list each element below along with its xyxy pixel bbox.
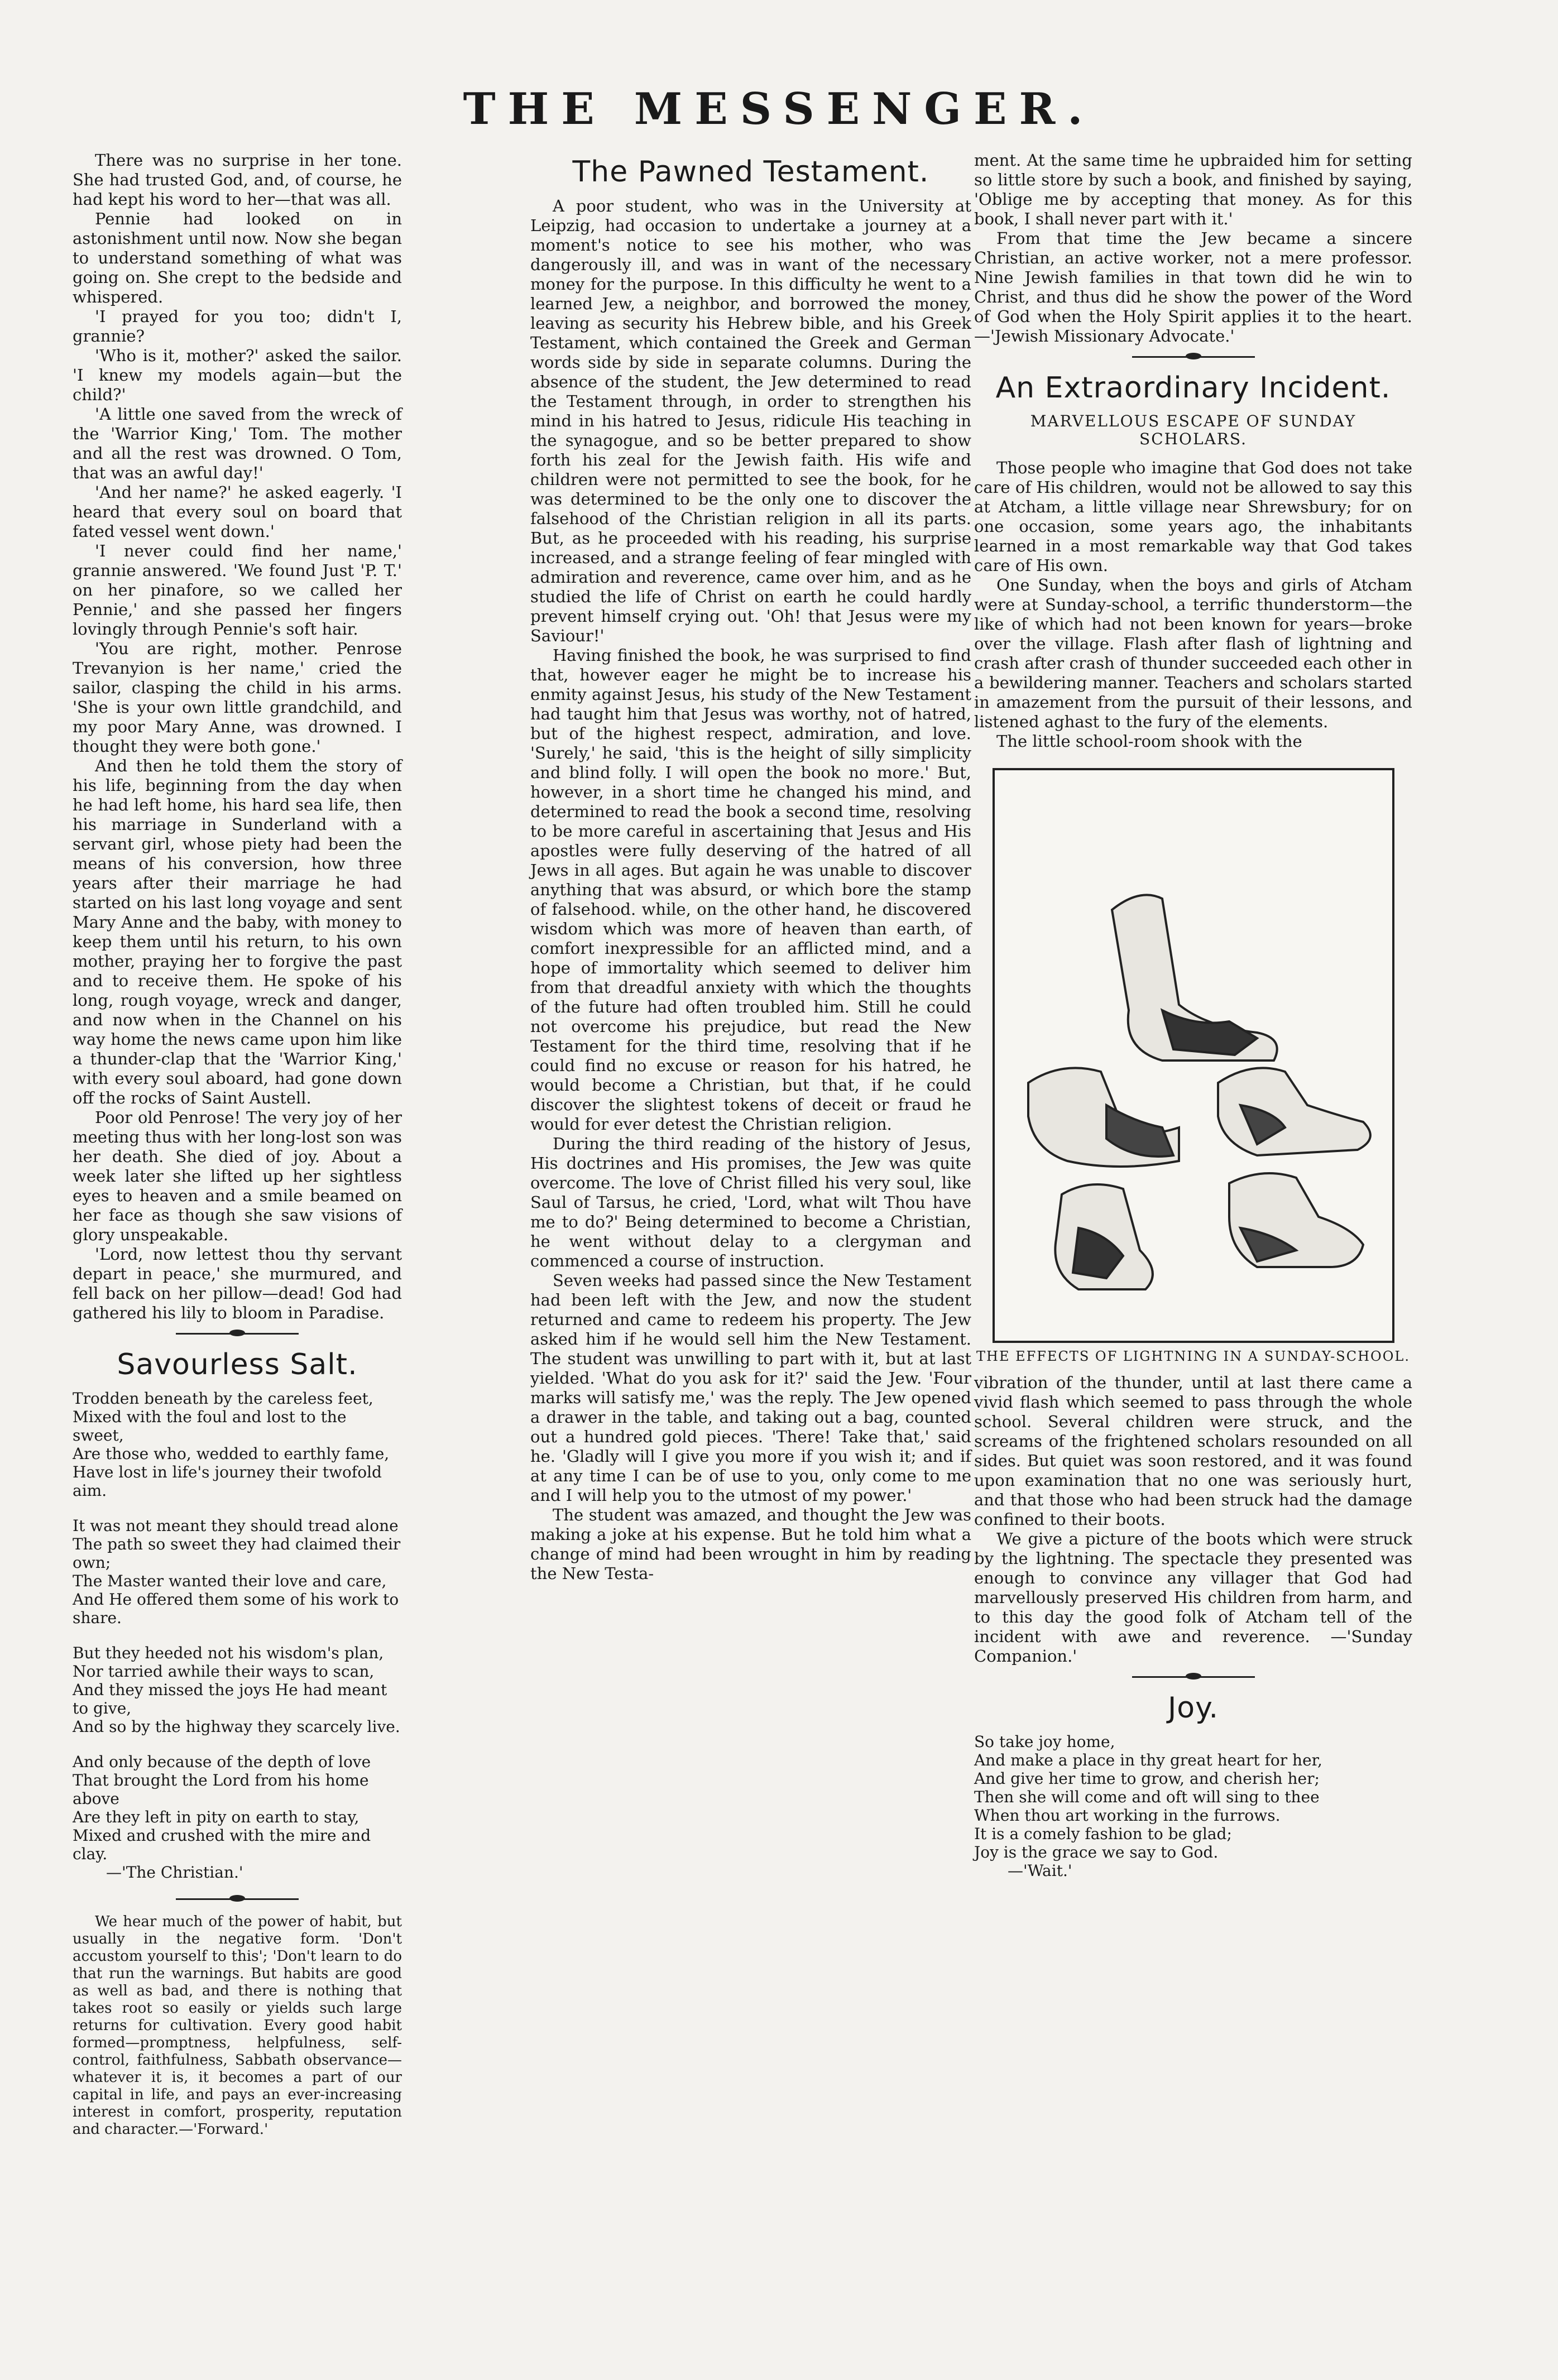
article-para: One Sunday, when the boys and girls of Atcham were at Sunday-school, a terrific thunderstorm—the like of which had not been known for years—broke over the village. Flash after flash of lightning and crash after crash of thunder succeeded each other in a bewildering manner. Teachers and scholars started in amazement from the pursuit of their lessons, and listened aghast to the fury of the elements. bbox=[974, 575, 1412, 731]
section-divider bbox=[176, 1333, 299, 1338]
poem-line: But they heeded not his wisdom's plan, bbox=[73, 1644, 384, 1662]
section-divider bbox=[1132, 1676, 1255, 1681]
section-divider bbox=[176, 1898, 299, 1903]
poem-line: And so by the highway they scarcely live. bbox=[73, 1717, 400, 1736]
story-para: Poor old Penrose! The very joy of her meeting thus with her long-lost son was her death. She died of joy. About a week later she lifted up her sightless eyes to heaven and a smile beamed on her face as though she saw visions of glory unspeakable. bbox=[73, 1108, 402, 1244]
article-title-extraordinary-incident: An Extraordinary Incident. bbox=[995, 371, 1391, 405]
poem-line: Nor tarried awhile their ways to scan, bbox=[73, 1662, 375, 1681]
story-para: 'And her name?' he asked eagerly. 'I heard that every soul on board that fated vessel went down.' bbox=[73, 483, 402, 541]
poem-title-joy: Joy. bbox=[1167, 1691, 1219, 1725]
article-para: Seven weeks had passed since the New Testament had been left with the Jew, and now the student returned and came to redeem his property. The Jew asked him if he would sell him the New Testament. The student was unwilling to part with it, but at last yielded. 'What do you ask for it?' said the Jew. 'Four marks will satisfy me,' was the reply. The Jew opened a drawer in the table, and taking out a bag, counted out a hundred gold pieces. 'There! Take that,' said he. 'Gladly will I give you more if you wish it; and if at any time I can be of use to you, only come to me and I will help you to the utmost of my power.' bbox=[530, 1271, 971, 1505]
column-2 bbox=[530, 151, 971, 1584]
story-para: 'Lord, now lettest thou thy servant depart in peace,' she murmured, and fell back on her pillow—dead! God had gathered his lily to bloom in Paradise. bbox=[73, 1245, 402, 1322]
article-para: A poor student, who was in the University at Leipzig, had occasion to undertake a journey at a moment's notice to see his mother, who was dangerously ill, and was in want of the necessary money for the purpose. In this difficulty he went to a learned Jew, a neighbor, and borrowed the money, leaving as security his Hebrew bible, and his Greek Testament, which contained the Greek and German words side by side in separate columns. During the absence of the student, the Jew determined to read the Testament through, in order to strengthen his mind in his hatred to Jesus, ridicule His teaching in the synagogue, and so be better prepared to show forth his zeal for the Jewish faith. His wife and children were not permitted to see the book, for he was determined to be the only one to discover the falsehood of the Christian religion in all its parts. But, as he proceeded with his reading, his surprise increased, and a strange feeling of fear mingled with admiration and reverence, came over him, and as he studied the life of Christ on earth he could hardly prevent himself crying out. 'Oh! that Jesus were my Saviour!' bbox=[530, 196, 971, 645]
lightning-boots-icon bbox=[995, 770, 1392, 1341]
poem-line: Mixed with the foul and lost to the sweet, bbox=[73, 1408, 347, 1445]
story-para: 'I prayed for you too; didn't I, grannie? bbox=[73, 307, 402, 346]
poem-line: And make a place in thy great heart for her, bbox=[974, 1751, 1322, 1769]
poem-line: And give her time to grow, and cherish her; bbox=[974, 1769, 1320, 1788]
article-para: During the third reading of the history of Jesus, His doctrines and His promises, the Jew was quite overcome. The love of Christ filled his very soul, like Saul of Tarsus, he cried, 'Lord, what wilt Thou have me to do?' Being determined to become a Christian, he went without delay to a clergyman and commenced a course of instruction. bbox=[530, 1134, 971, 1270]
poem-title: Savourless Salt. bbox=[117, 1348, 358, 1381]
poem-line: Then she will come and oft will sing to thee bbox=[974, 1788, 1320, 1806]
poem-line: And they missed the joys He had meant to give, bbox=[73, 1681, 387, 1717]
poem-line: The Master wanted their love and care, bbox=[73, 1572, 387, 1590]
story-para: Pennie had looked on in astonishment until now. Now she began to understand something of what was going on. She crept to the bedside and whispered. bbox=[73, 209, 402, 306]
article-title-pawned-testament: The Pawned Testament. bbox=[572, 155, 929, 189]
article-para: vibration of the thunder, until at last there came a vivid flash which seemed to pass through the whole school. Several children were struck, and the screams of the frightened scholars resounded on all sides. But quiet was soon restored, and it was found upon examination that no one was seriously hurt, and that those who had been struck had the damage confined to their boots. bbox=[974, 1373, 1412, 1529]
poem-line: Are they left in pity on earth to stay, bbox=[73, 1808, 359, 1826]
poem-line: Are those who, wedded to earthly fame, bbox=[73, 1445, 390, 1463]
poem-stanza bbox=[73, 1517, 402, 1627]
poem-line: Mixed and crushed with the mire and clay. bbox=[73, 1826, 371, 1863]
article-para: We give a picture of the boots which were struck by the lightning. The spectacle they presented was enough to convince any villager that God had marvellously preserved His children from harm, and to this day the good folk of Atcham tell of the incident with awe and reverence. —'Sunday Companion.' bbox=[974, 1529, 1412, 1666]
article-para: ment. At the same time he upbraided him for setting so little store by such a book, and finished by saying, 'Oblige me by accepting that money. As for this book, I shall never part with it.' bbox=[974, 151, 1412, 228]
poem-line: Joy is the grace we say to God. bbox=[974, 1843, 1219, 1861]
story-para: 'Who is it, mother?' asked the sailor. 'I knew my models again—but the child?' bbox=[73, 346, 402, 404]
article-para: Those people who imagine that God does not take care of His children, would not be allowed to say this at Atcham, a little village near Shrewsbury; for on one occasion, some years ago, the inhabitants learned in a most remarkable way that God takes care of His own. bbox=[974, 458, 1412, 575]
poem-line: It was not meant they should tread alone bbox=[73, 1517, 399, 1535]
section-divider bbox=[1132, 356, 1255, 361]
poem-line: When thou art working in the furrows. bbox=[974, 1806, 1281, 1825]
boots-illustration bbox=[993, 768, 1394, 1343]
poem-line: The path so sweet they had claimed their own; bbox=[73, 1535, 401, 1572]
poem-line: It is a comely fashion to be glad; bbox=[974, 1825, 1232, 1843]
story-para: And then he told them the story of his life, beginning from the day when he had left home, his hard sea life, then his marriage in Sunderland with a servant girl, whose piety had been the means of his conversion, how three years after their marriage he had started on his last long voyage and sent Mary Anne and the baby, with money to keep them until his return, to his own mother, praying her to forgive the past and to receive them. He spoke of his long, rough voyage, wreck and danger, and now when in the Channel on his way home the news came upon him like a thunder-clap that the 'Warrior King,' with every soul aboard, had gone down off the rocks of Saint Austell. bbox=[73, 756, 402, 1107]
poem-line: So take joy home, bbox=[974, 1733, 1115, 1751]
article-para: The student was amazed, and thought the Jew was making a joke at his expense. But he told him what a change of mind had been wrought in him by reading the New Testa- bbox=[530, 1505, 971, 1583]
column-3 bbox=[974, 151, 1412, 1880]
article-subtitle: MARVELLOUS ESCAPE OF SUNDAY SCHOLARS. bbox=[1030, 412, 1356, 448]
poem-stanza bbox=[73, 1753, 402, 1882]
story-continuation bbox=[73, 151, 402, 1323]
poem-stanza bbox=[73, 1389, 402, 1500]
poem-line: That brought the Lord from his home above bbox=[73, 1771, 369, 1808]
masthead: THE MESSENGER. bbox=[463, 84, 1095, 135]
story-para: There was no surprise in her tone. She had trusted God, and, of course, he had kept his word to her—that was all. bbox=[73, 151, 402, 209]
story-para: 'I never could find her name,' grannie answered. 'We found Just 'P. T.' on her pinafore, so we called her Pennie,' and she passed her fingers lovingly through Pennie's soft hair. bbox=[73, 541, 402, 639]
poem-line: Have lost in life's journey their twofold aim. bbox=[73, 1463, 382, 1500]
poem-attribution: —'Wait.' bbox=[1008, 1861, 1072, 1880]
poem-line: And He offered them some of his work to share. bbox=[73, 1590, 399, 1627]
article-para: The little school-room shook with the bbox=[996, 732, 1302, 751]
story-para: 'A little one saved from the wreck of the 'Warrior King,' Tom. The mother and all the rest was drowned. O Tom, that was an awful day!' bbox=[73, 405, 402, 482]
figure-caption: THE EFFECTS OF LIGHTNING IN A SUNDAY-SCHOOL. bbox=[976, 1349, 1410, 1364]
habit-paragraph: We hear much of the power of habit, but usually in the negative form. 'Don't accustom yourself to this'; 'Don't learn to do that run the warnings. But habits are good as well as bad, and there is nothing that takes root so easily or yields such large returns for cultivation. Every good habit formed—promptness, helpfulness, self-control, faithfulness, Sabbath observance—whatever it is, it becomes a part of our capital in life, and pays an ever-increasing interest in comfort, prosperity, reputation and character.—'Forward.' bbox=[73, 1913, 402, 2138]
poem-savourless-salt bbox=[73, 1389, 402, 1882]
poem-joy bbox=[974, 1733, 1412, 1880]
poem-attribution: —'The Christian.' bbox=[106, 1863, 243, 1882]
poem-line: Trodden beneath by the careless feet, bbox=[73, 1389, 373, 1408]
article-para: From that time the Jew became a sincere Christian, an active worker, not a mere professor. Nine Jewish families in that town did he win to Christ, and thus did he show the power of the Word of God when the Holy Spirit applies it to the heart.—'Jewish Missionary Advocate.' bbox=[974, 229, 1412, 346]
article-para: Having finished the book, he was surprised to find that, however eager he might be to increase his enmity against Jesus, his study of the New Testament had taught him that Jesus was worthy, not of hatred, but of the highest respect, admiration, and love. 'Surely,' he said, 'this is the height of silly simplicity and blind folly. I will open the book no more.' But, however, in a short time he changed his mind, and determined to read the book a second time, resolving to be more careful in ascertaining that Jesus and His apostles were fully deserving of the hatred of all Jews in all ages. But again he was unable to discover anything that was absurd, or which bore the stamp of falsehood. while, on the other hand, he discovered wisdom which was more of heaven than earth, of comfort inexpressible for an afflicted mind, and a hope of immortality which seemed to deliver him from that dreadful anxiety with which the thoughts of the future had often troubled him. Still he could not overcome his prejudice, but read the New Testament for the third time, resolving that if he could find no excuse or reason for his hatred, he would become a Christian, but that, if he could discover the slightest tokens of deceit or fraud he would for ever detest the Christian religion. bbox=[530, 646, 971, 1134]
poem-stanza bbox=[73, 1644, 402, 1736]
column-1 bbox=[73, 151, 402, 2138]
poem-line: And only because of the depth of love bbox=[73, 1753, 371, 1771]
story-para: 'You are right, mother. Penrose Trevanyion is her name,' cried the sailor, clasping the child in his arms. 'She is your own little grandchild, and my poor Mary Anne, was drowned. I thought they were both gone.' bbox=[73, 639, 402, 756]
